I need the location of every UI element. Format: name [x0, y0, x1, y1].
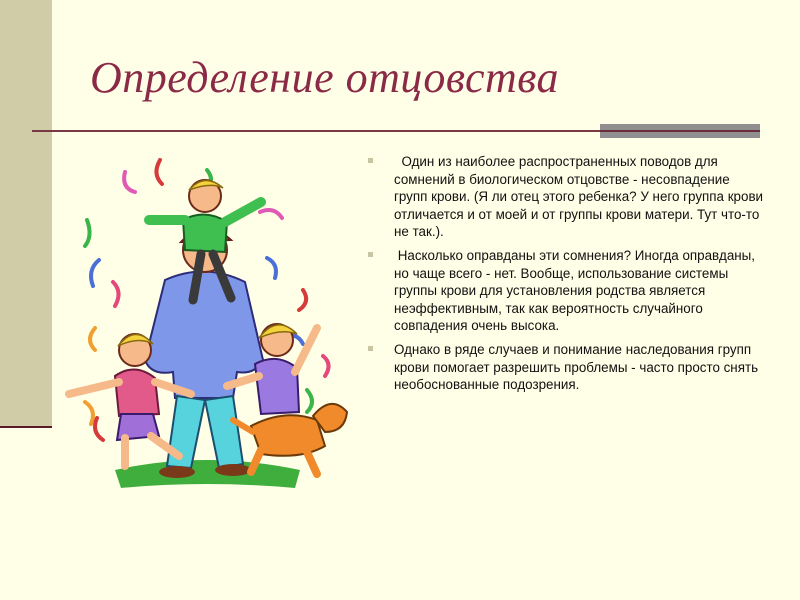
bullet-text: Однако в ряде случаев и понимание наследования групп крови помогает разрешить проблемы - часто просто снять необоснованные подозрения. [394, 341, 759, 393]
bullet-list [364, 153, 766, 400]
title-divider-block-line [600, 130, 760, 132]
bullet-square-icon [368, 346, 373, 351]
title-divider [32, 130, 600, 132]
left-accent-bar [0, 0, 52, 428]
left-accent-bar-edge [0, 426, 52, 428]
bullet-square-icon [368, 252, 373, 257]
bullet-item [364, 341, 766, 394]
slide-title: Определение отцовства [90, 53, 560, 102]
family-clipart-icon [55, 150, 355, 500]
bullet-text: Насколько оправданы эти сомнения? Иногда оправданы, но чаще всего - нет. Вообще, использование системы группы крови для установления родства является неэффективным, так как вероятность случайного совпадения очень высока. [394, 247, 759, 334]
bullet-item [364, 247, 766, 335]
bullet-text: Один из наиболее распространенных поводов для сомнений в биологическом отцовстве - несовпадение групп крови. (Я ли отец этого ребенка? У него группа крови отличается и от моей и от группы крови матери. Тут что-то не так.). [394, 154, 767, 240]
bullet-square-icon [368, 158, 373, 163]
bullet-item [364, 153, 766, 241]
